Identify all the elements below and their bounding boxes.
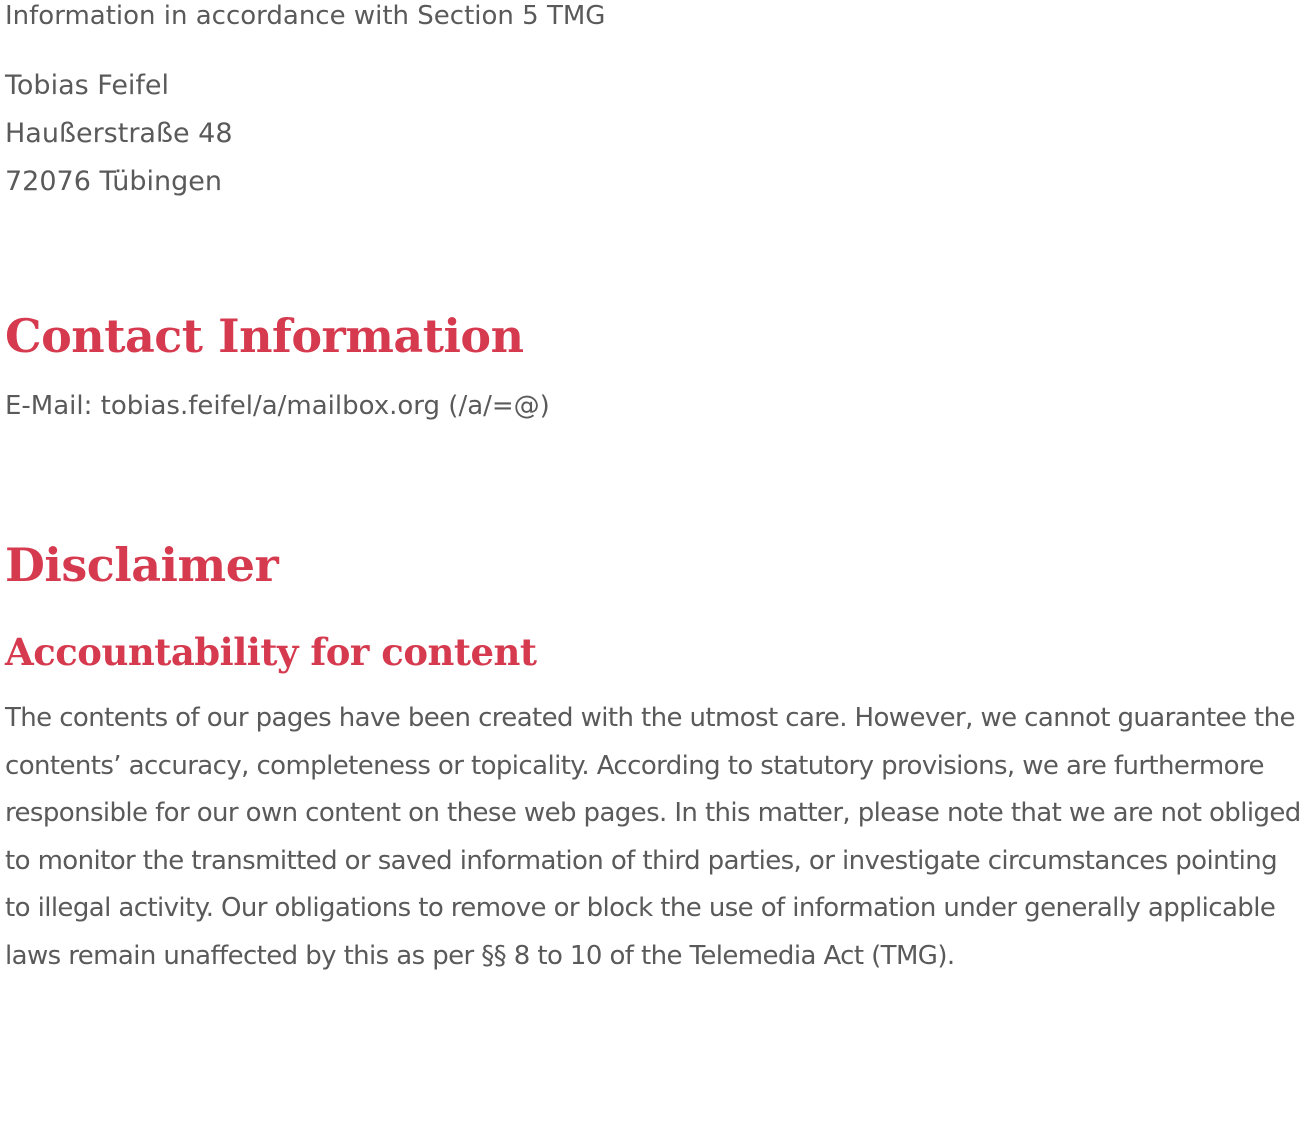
address-name: Tobias Feifel bbox=[5, 70, 170, 101]
accountability-paragraph: The contents of our pages have been created with the utmost care. However, we cannot guarantee the contents’ accuracy, completeness or topicality. According to statutory provisions, we are furthermore responsible for our own content on these web pages. In this matter, please note that we are not obliged to monitor the transmitted or saved information of third parties, or investigate circumstances pointing to illegal activity. Our obligations to remove or block the use of information under generally applicable laws remain unaffected by this as per §§ 8 to 10 of the Telemedia Act (TMG). bbox=[5, 703, 1301, 971]
address-street: Haußerstraße 48 bbox=[5, 118, 233, 149]
intro-text: Information in accordance with Section 5 TMG bbox=[5, 1, 606, 31]
disclaimer-heading: Disclaimer bbox=[5, 538, 279, 592]
email-line: E-Mail: tobias.feifel/a/mailbox.org (/a/=@) bbox=[5, 391, 550, 421]
address-city: 72076 Tübingen bbox=[5, 166, 222, 197]
address-block bbox=[5, 62, 233, 206]
contact-heading: Contact Information bbox=[5, 309, 524, 363]
accountability-subheading: Accountability for content bbox=[5, 630, 537, 674]
